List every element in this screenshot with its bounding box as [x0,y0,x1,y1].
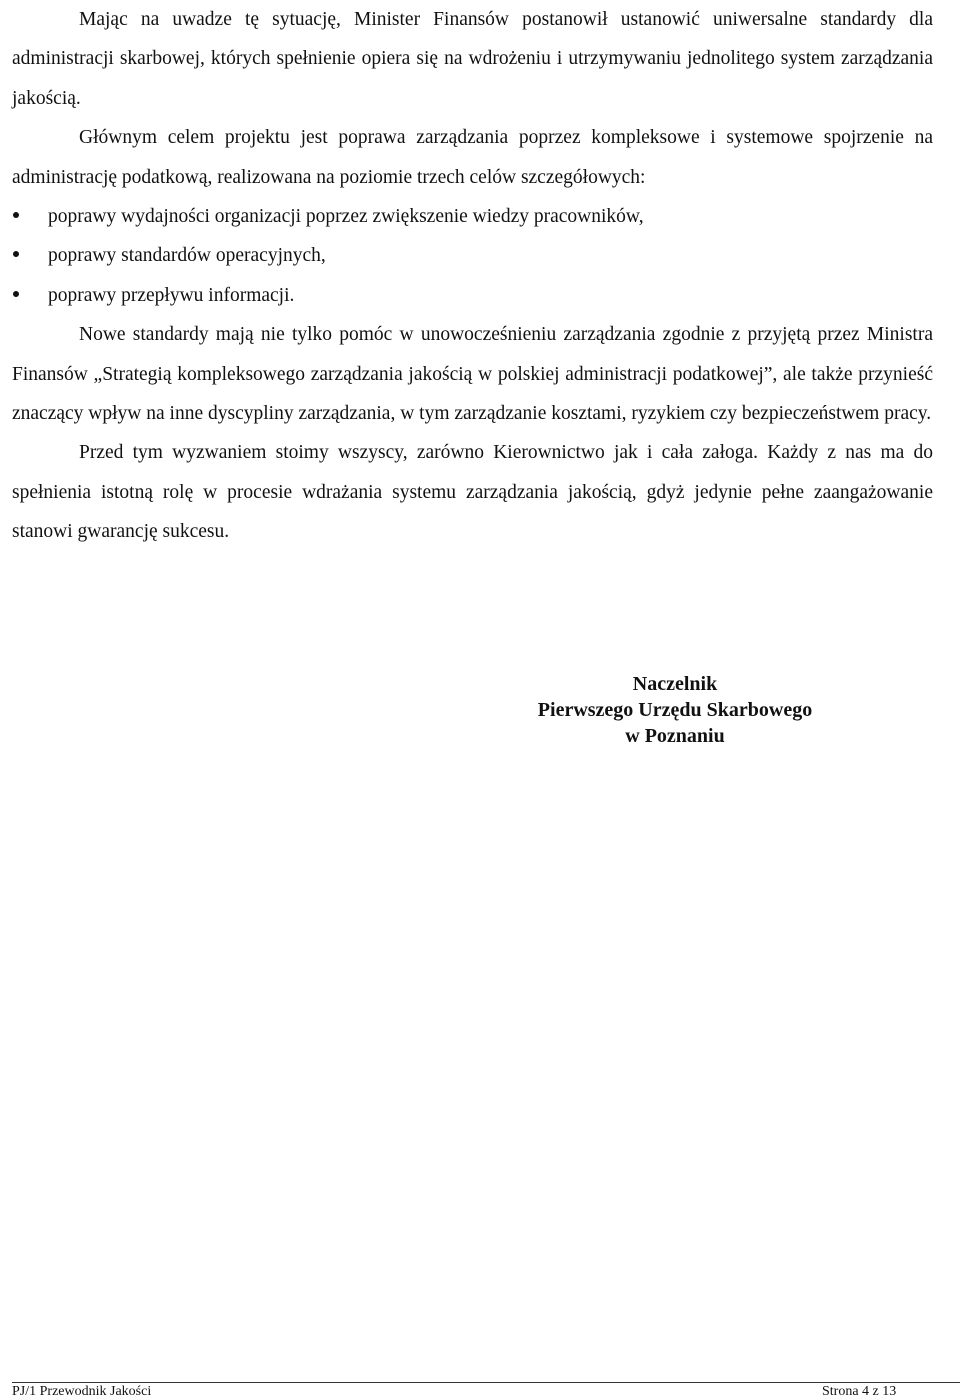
list-item [12,197,933,236]
paragraph-main-goal: Głównym celem projektu jest poprawa zarządzania poprzez kompleksowe i systemowe spojrzenie na administrację podatkową, realizowana na poziomie trzech celów szczegółowych: [12,127,933,188]
signature-city: w Poznaniu [625,725,725,747]
signature-office: Pierwszego Urzędu Skarbowego [537,699,813,721]
list-item [12,236,933,275]
signature-title: Naczelnik [632,673,718,695]
paragraph-intro: Mając na uwadze tę sytuację, Minister Finansów postanowił ustanowić uniwersalne standardy dla administracji skarbowej, których spełnienie opiera się na wdrożeniu i utrzymywaniu jednolitego system zarządzania jakością. [12,9,933,109]
list-item-text: poprawy wydajności organizacji poprzez zwiększenie wiedzy pracowników, [48,206,644,228]
bullet-icon [13,251,19,257]
footer-divider [12,1382,960,1383]
goals-list [12,197,933,315]
paragraph-new-standards: Nowe standardy mają nie tylko pomóc w unowocześnieniu zarządzania zgodnie z przyjętą przez Ministra Finansów „Strategią kompleksowego zarządzania jakością w polskiej administracji podatkowej”, ale także przynieść znaczący wpływ na inne dyscypliny zarządzania, w tym zarządzanie kosztami, ryzykiem czy bezpieczeństwem pracy. [12,324,933,425]
paragraph-challenge: Przed tym wyzwaniem stoimy wszyscy, zarówno Kierownictwo jak i cała załoga. Każdy z nas ma do spełnienia istotną rolę w procesie wdrażania systemu zarządzania jakością, gdyż jedynie pełne zaangażowanie stanowi gwarancję sukcesu. [12,442,933,543]
list-item-text: poprawy przepływu informacji. [48,284,295,306]
list-item-text: poprawy standardów operacyjnych, [48,245,326,267]
document-body [12,0,933,552]
bullet-icon [13,212,19,218]
footer-document-name: PJ/1 Przewodnik Jakości [12,1384,152,1399]
footer-page-number: Strona 4 z 13 [822,1384,897,1399]
signature-block [470,671,880,749]
bullet-icon [13,291,19,297]
list-item [12,276,933,315]
